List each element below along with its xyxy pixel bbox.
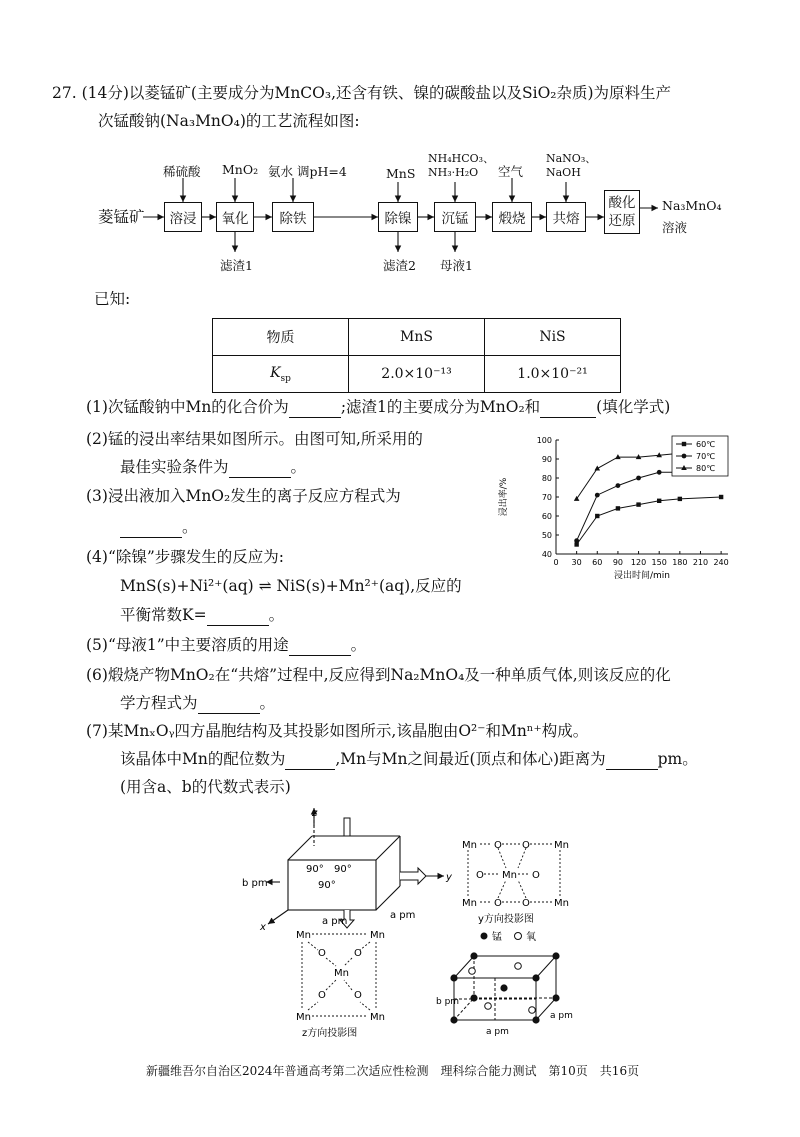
- x-axis-label: 浸出时间/min: [613, 571, 671, 581]
- zproj-o-1: O: [318, 948, 326, 959]
- data-point-0-4: [657, 499, 661, 503]
- data-point-0-1: [595, 514, 599, 518]
- reagent-mno2: MnO₂: [222, 162, 259, 177]
- legend-mn-label: 锰: [492, 932, 502, 943]
- reagent-nano3: NaNO₃、: [546, 152, 597, 165]
- q1-part-b: ;滤渣1的主要成分为MnO₂和: [340, 398, 541, 416]
- yproj-mn-br: Mn: [554, 898, 569, 909]
- ksp-head-substance: 物质: [213, 319, 349, 356]
- legend-o-dot: [515, 933, 522, 940]
- dim-b-label: b pm: [242, 878, 268, 889]
- y-tick-label: 100: [536, 436, 552, 445]
- yproj-mn-tl: Mn: [462, 840, 477, 851]
- cell-a-label-2: a pm: [550, 1011, 573, 1021]
- dim-a-label-2: a pm: [390, 910, 416, 921]
- known-label: 已知:: [94, 290, 131, 308]
- data-point-0-6: [719, 495, 723, 499]
- chart-root: [497, 436, 729, 581]
- ksp-k: K: [270, 364, 281, 381]
- z-proj-caption: z方向投影图: [302, 1028, 358, 1039]
- q3-line-2: [120, 516, 198, 538]
- x-tick-label: 60: [592, 558, 603, 567]
- unit-cell-3d: [436, 930, 573, 1037]
- step-reduce-label: 还原: [608, 213, 636, 229]
- x-tick-label: 0: [553, 558, 559, 567]
- ksp-table: [212, 318, 621, 393]
- x-tick-label: 120: [630, 558, 647, 567]
- angle-1: 90°: [306, 864, 324, 875]
- zproj-mn-br: Mn: [370, 1012, 385, 1023]
- q1-blank-1[interactable]: [289, 401, 341, 418]
- z-projection: [296, 930, 385, 1039]
- legend-label-0: 60℃: [696, 440, 716, 449]
- q4-line-2: MnS(s)+Ni²⁺(aq) ⇌ NiS(s)+Mn²⁺(aq),反应的: [120, 577, 462, 595]
- legend-marker-0: [682, 442, 686, 446]
- y-tick-label: 80: [541, 474, 552, 483]
- angle-3: 90°: [318, 880, 336, 891]
- ksp-head-nis: NiS: [485, 319, 621, 356]
- q2-part-b: 最佳实验条件为: [120, 458, 229, 476]
- q6-part-c: 。: [259, 694, 276, 712]
- q6-line-2: [120, 692, 275, 714]
- reagent-ammonia-ph: 氨水 调pH=4: [268, 164, 347, 179]
- question-1: [86, 396, 670, 418]
- q2-line-2: [120, 456, 306, 478]
- q4-part-c: 平衡常数K=: [120, 606, 207, 624]
- axis-z-label: z: [312, 808, 318, 819]
- x-tick-label: 240: [713, 558, 729, 567]
- yproj-o-top: O: [494, 840, 502, 851]
- zproj-mn-tr: Mn: [370, 930, 385, 941]
- q7-part-c: ,Mn与Mn之间最近(顶点和体心)距离为: [335, 750, 606, 768]
- q4-line-1: (4)“除镍”步骤发生的反应为:: [86, 548, 285, 566]
- step-co-melt: 共熔: [546, 202, 586, 232]
- data-point-1-1: [595, 493, 600, 498]
- yproj-mn-center: Mn: [502, 870, 517, 881]
- yproj-mn-tr: Mn: [554, 840, 569, 851]
- q6-blank[interactable]: [198, 697, 260, 714]
- q1-part-c: (填化学式): [596, 398, 671, 416]
- question-header: 27. (14分)以菱锰矿(主要成分为MnCO₃,还含有铁、镍的碳酸盐以及SiO₂杂质)为原料生产: [52, 84, 672, 102]
- q1-part-a: (1)次锰酸钠中Mn的化合价为: [86, 398, 289, 416]
- reagent-air: 空气: [498, 164, 524, 179]
- product-solution: 溶液: [662, 220, 688, 235]
- flow-start: 菱锰矿: [98, 208, 145, 226]
- zproj-o-2: O: [354, 948, 362, 959]
- q4-blank[interactable]: [207, 609, 269, 626]
- q2-part-c: 。: [290, 458, 307, 476]
- x-tick-label: 150: [651, 558, 667, 567]
- legend-marker-1: [682, 454, 687, 459]
- ksp-value-nis: 1.0×10⁻²¹: [485, 356, 621, 393]
- legend-label-2: 80℃: [696, 464, 716, 473]
- cell-a-label-1: a pm: [486, 1027, 509, 1037]
- q7-blank-1[interactable]: [285, 753, 335, 770]
- reagent-nh4hco3: NH₄HCO₃、: [428, 152, 495, 165]
- reagent-nh3h2o: NH₃·H₂O: [428, 166, 479, 179]
- zproj-mn-center: Mn: [334, 968, 349, 979]
- q7-line-2: [120, 748, 698, 770]
- reagent-dilute-h2so4: 稀硫酸: [163, 164, 201, 179]
- yproj-o-bottom: O: [494, 898, 502, 909]
- q5-part-a: (5)“母液1”中主要溶质的用途: [86, 636, 289, 654]
- q1-blank-2[interactable]: [540, 401, 596, 418]
- y-axis-label: 浸出率/%: [499, 477, 509, 517]
- view-arrow-y: [400, 868, 426, 884]
- step-acidify-reduce: [604, 190, 640, 234]
- q4-part-d: 。: [268, 606, 285, 624]
- data-point-2-1: [594, 466, 600, 471]
- angle-2: 90°: [334, 864, 352, 875]
- question-header-cont: 次锰酸钠(Na₃MnO₄)的工艺流程如图:: [98, 112, 360, 130]
- dim-a-label-1: a pm: [322, 916, 348, 927]
- x-tick-label: 210: [692, 558, 709, 567]
- data-point-1-0: [574, 538, 579, 543]
- zproj-mn-bl: Mn: [296, 1012, 311, 1023]
- q7-part-d: pm。: [657, 750, 698, 768]
- x-tick-label: 30: [571, 558, 582, 567]
- x-tick-label: 90: [612, 558, 624, 567]
- q3-line-1: (3)浸出液加入MnO₂发生的离子反应方程式为: [86, 487, 401, 505]
- step-calcine: 煅烧: [492, 202, 532, 232]
- ksp-sub: sp: [280, 373, 291, 384]
- data-point-1-3: [636, 476, 641, 481]
- y-tick-label: 70: [541, 493, 552, 502]
- legend-o-label: 氧: [526, 932, 536, 943]
- process-flow: [0, 140, 800, 280]
- q5-part-b: 。: [350, 636, 367, 654]
- axis-arrows: [266, 808, 444, 924]
- q7-line-3: (用含a、b的代数式表示): [120, 778, 291, 796]
- ksp-value-mns: 2.0×10⁻¹³: [349, 356, 485, 393]
- q7-line-1: (7)某MnₓOᵧ四方晶胞结构及其投影如图所示,该晶胞由O²⁻和Mnⁿ⁺构成。: [86, 722, 589, 740]
- step-oxidation: 氧化: [216, 202, 254, 232]
- leaching-chart: [488, 430, 738, 590]
- series-line-1: [577, 469, 721, 541]
- q6-part-b: 学方程式为: [120, 694, 198, 712]
- step-acidify-label: 酸化: [608, 195, 636, 211]
- y-proj-caption: y方向投影图: [478, 914, 534, 925]
- data-point-1-4: [657, 470, 662, 475]
- axis-y-label: y: [446, 872, 452, 883]
- output-residue-2: 滤渣2: [383, 258, 416, 273]
- step-remove-iron: 除铁: [272, 202, 314, 232]
- q5-blank[interactable]: [289, 639, 351, 656]
- q7-blank-2[interactable]: [606, 753, 658, 770]
- reagent-naoh: NaOH: [546, 166, 581, 179]
- data-point-0-3: [636, 502, 640, 506]
- q2-line-1: (2)锰的浸出率结果如图所示。由图可知,所采用的: [86, 430, 423, 448]
- ksp-head-mns: MnS: [349, 319, 485, 356]
- yproj-mn-bl: Mn: [462, 898, 477, 909]
- q7-part-b: 该晶体中Mn的配位数为: [120, 750, 286, 768]
- reagent-mns: MnS: [386, 166, 416, 181]
- y-tick-label: 50: [541, 531, 552, 540]
- yproj-o-right: O: [532, 870, 540, 881]
- data-point-0-2: [616, 506, 620, 510]
- ksp-row-label: [213, 356, 349, 393]
- yproj-o-top2: O: [522, 840, 530, 851]
- series-line-0: [577, 497, 721, 545]
- view-arrow-z: [344, 818, 350, 836]
- question-5: [86, 634, 366, 656]
- data-point-0-5: [678, 497, 682, 501]
- y-tick-label: 60: [541, 512, 552, 521]
- output-mother-liquor: 母液1: [440, 258, 473, 273]
- x-tick-label: 180: [672, 558, 688, 567]
- q3-blank[interactable]: [120, 521, 182, 538]
- q3-part-b: 。: [182, 518, 198, 536]
- page-footer: 新疆维吾尔自治区2024年普通高考第二次适应性检测 理科综合能力测试 第10页 共16页: [146, 1064, 640, 1078]
- q2-blank[interactable]: [229, 461, 291, 478]
- step-remove-nickel: 除镍: [378, 202, 418, 232]
- q6-line-1: (6)煅烧产物MnO₂在“共熔”过程中,反应得到Na₂MnO₄及一种单质气体,则该反应的化: [86, 666, 671, 684]
- y-projection: [462, 840, 569, 925]
- legend-mn-dot: [481, 933, 488, 940]
- cell-b-label: b pm: [436, 997, 460, 1007]
- y-tick-label: 90: [541, 455, 552, 464]
- zproj-mn-tl: Mn: [296, 930, 311, 941]
- zproj-o-3: O: [318, 990, 326, 1001]
- product-formula: Na₃MnO₄: [662, 198, 722, 213]
- y-tick-label: 40: [541, 550, 552, 559]
- yproj-o-left: O: [476, 870, 484, 881]
- step-precipitate-mn: 沉锰: [434, 202, 476, 232]
- legend-label-1: 70℃: [696, 452, 716, 461]
- yproj-o-bottom2: O: [522, 898, 530, 909]
- q4-line-3: [120, 604, 284, 626]
- crystal-figure: [240, 806, 600, 1042]
- data-point-1-2: [616, 483, 621, 488]
- zproj-o-4: O: [354, 990, 362, 1001]
- step-leaching: 溶浸: [164, 202, 202, 232]
- output-residue-1: 滤渣1: [220, 258, 253, 273]
- axis-x-label: x: [260, 922, 266, 933]
